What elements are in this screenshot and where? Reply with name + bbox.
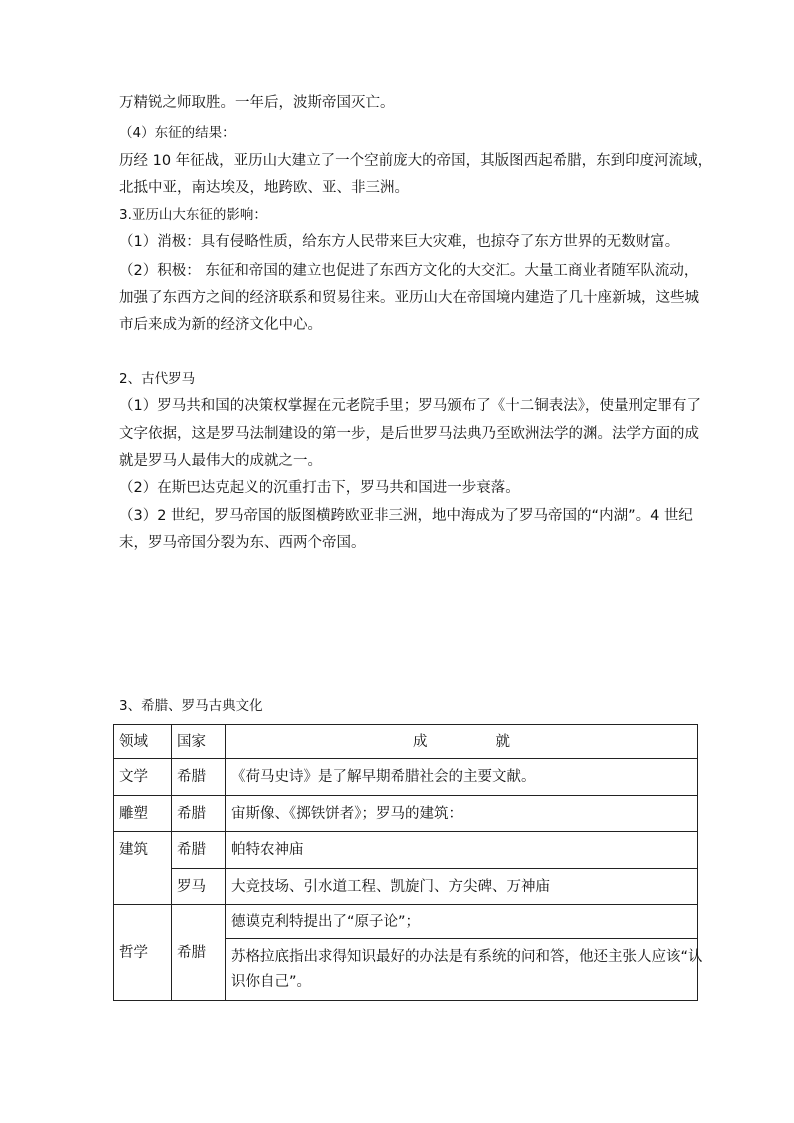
cell-achievement: 宙斯像、《掷铁饼者》；罗马的建筑： (226, 796, 698, 832)
cell-field: 文学 (114, 759, 172, 796)
cell-country: 希腊 (172, 905, 226, 1001)
cell-country: 罗马 (172, 869, 226, 905)
cell-line: 苏格拉底指出求得知识最好的办法是有系统的问和答，他还主张人应该“认 (231, 949, 703, 965)
table-row (114, 796, 698, 832)
cell-field: 建筑 (114, 832, 172, 905)
table-row (114, 869, 698, 905)
header-country: 国家 (172, 725, 226, 759)
table-row (114, 905, 698, 939)
paragraph: （2）在斯巴达克起义的沉重打击下，罗马共和国进一步衰落。 (119, 480, 520, 496)
cell-line: 识你自己”。 (231, 974, 312, 990)
paragraph: 历经 10 年征战，亚历山大建立了一个空前庞大的帝国，其版图西起希腊，东到印度河流域， (119, 153, 713, 169)
paragraph: 万精锐之师取胜。一年后，波斯帝国灭亡。 (119, 95, 395, 111)
achievements-table (113, 724, 703, 1001)
cell-country: 希腊 (172, 759, 226, 796)
header-achievement-a: 成 (413, 733, 428, 750)
paragraph: 文字依据，这是罗马法制建设的第一步，是后世罗马法典乃至欧洲法学的渊。法学方面的成 (119, 426, 699, 442)
cell-country: 希腊 (172, 796, 226, 832)
header-field: 领域 (114, 725, 172, 759)
header-achievement-b: 就 (495, 733, 510, 750)
cell-achievement: 帕特农神庙 (226, 832, 698, 869)
cell-achievement (226, 939, 703, 1001)
cell-achievement: 《荷马史诗》是了解早期希腊社会的主要文献。 (226, 759, 698, 796)
subheading: （4）东征的结果： (119, 125, 236, 141)
paragraph: （2）积极： 东征和帝国的建立也促进了东西方文化的大交汇。大量工商业者随军队流动， (119, 263, 699, 279)
subheading: 3.亚历山大东征的影响： (119, 207, 267, 223)
table-row (114, 759, 698, 796)
paragraph: 市后来成为新的经济文化中心。 (119, 317, 322, 333)
paragraph: 末，罗马帝国分裂为东、西两个帝国。 (119, 535, 366, 551)
table-row (114, 832, 698, 869)
paragraph: （1）罗马共和国的决策权掌握在元老院手里；罗马颁布了《十二铜表法》，使量刑定罪有了 (119, 398, 701, 414)
cell-country: 希腊 (172, 832, 226, 869)
cell-achievement: 德谟克利特提出了“原子论”； (226, 905, 698, 939)
paragraph: （3）2 世纪，罗马帝国的版图横跨欧亚非三洲，地中海成为了罗马帝国的“内湖”。4 世纪 (119, 508, 693, 524)
paragraph: 加强了东西方之间的经济联系和贸易往来。亚历山大在帝国境内建造了几十座新城，这些城 (119, 290, 699, 306)
table-header-row (114, 725, 698, 759)
cell-field: 雕塑 (114, 796, 172, 832)
paragraph: 北抵中亚，南达埃及，地跨欧、亚、非三洲。 (119, 180, 409, 196)
header-achievement (226, 725, 698, 759)
paragraph: （1）消极：具有侵略性质，给东方人民带来巨大灾难，也掠夺了东方世界的无数财富。 (119, 234, 680, 250)
section-heading: 3、希腊、罗马古典文化 (119, 698, 263, 714)
paragraph: 就是罗马人最伟大的成就之一。 (119, 453, 322, 469)
cell-achievement: 大竞技场、引水道工程、凯旋门、方尖碑、万神庙 (226, 869, 698, 905)
cell-field: 哲学 (114, 905, 172, 1001)
section-heading: 2、古代罗马 (119, 371, 196, 387)
